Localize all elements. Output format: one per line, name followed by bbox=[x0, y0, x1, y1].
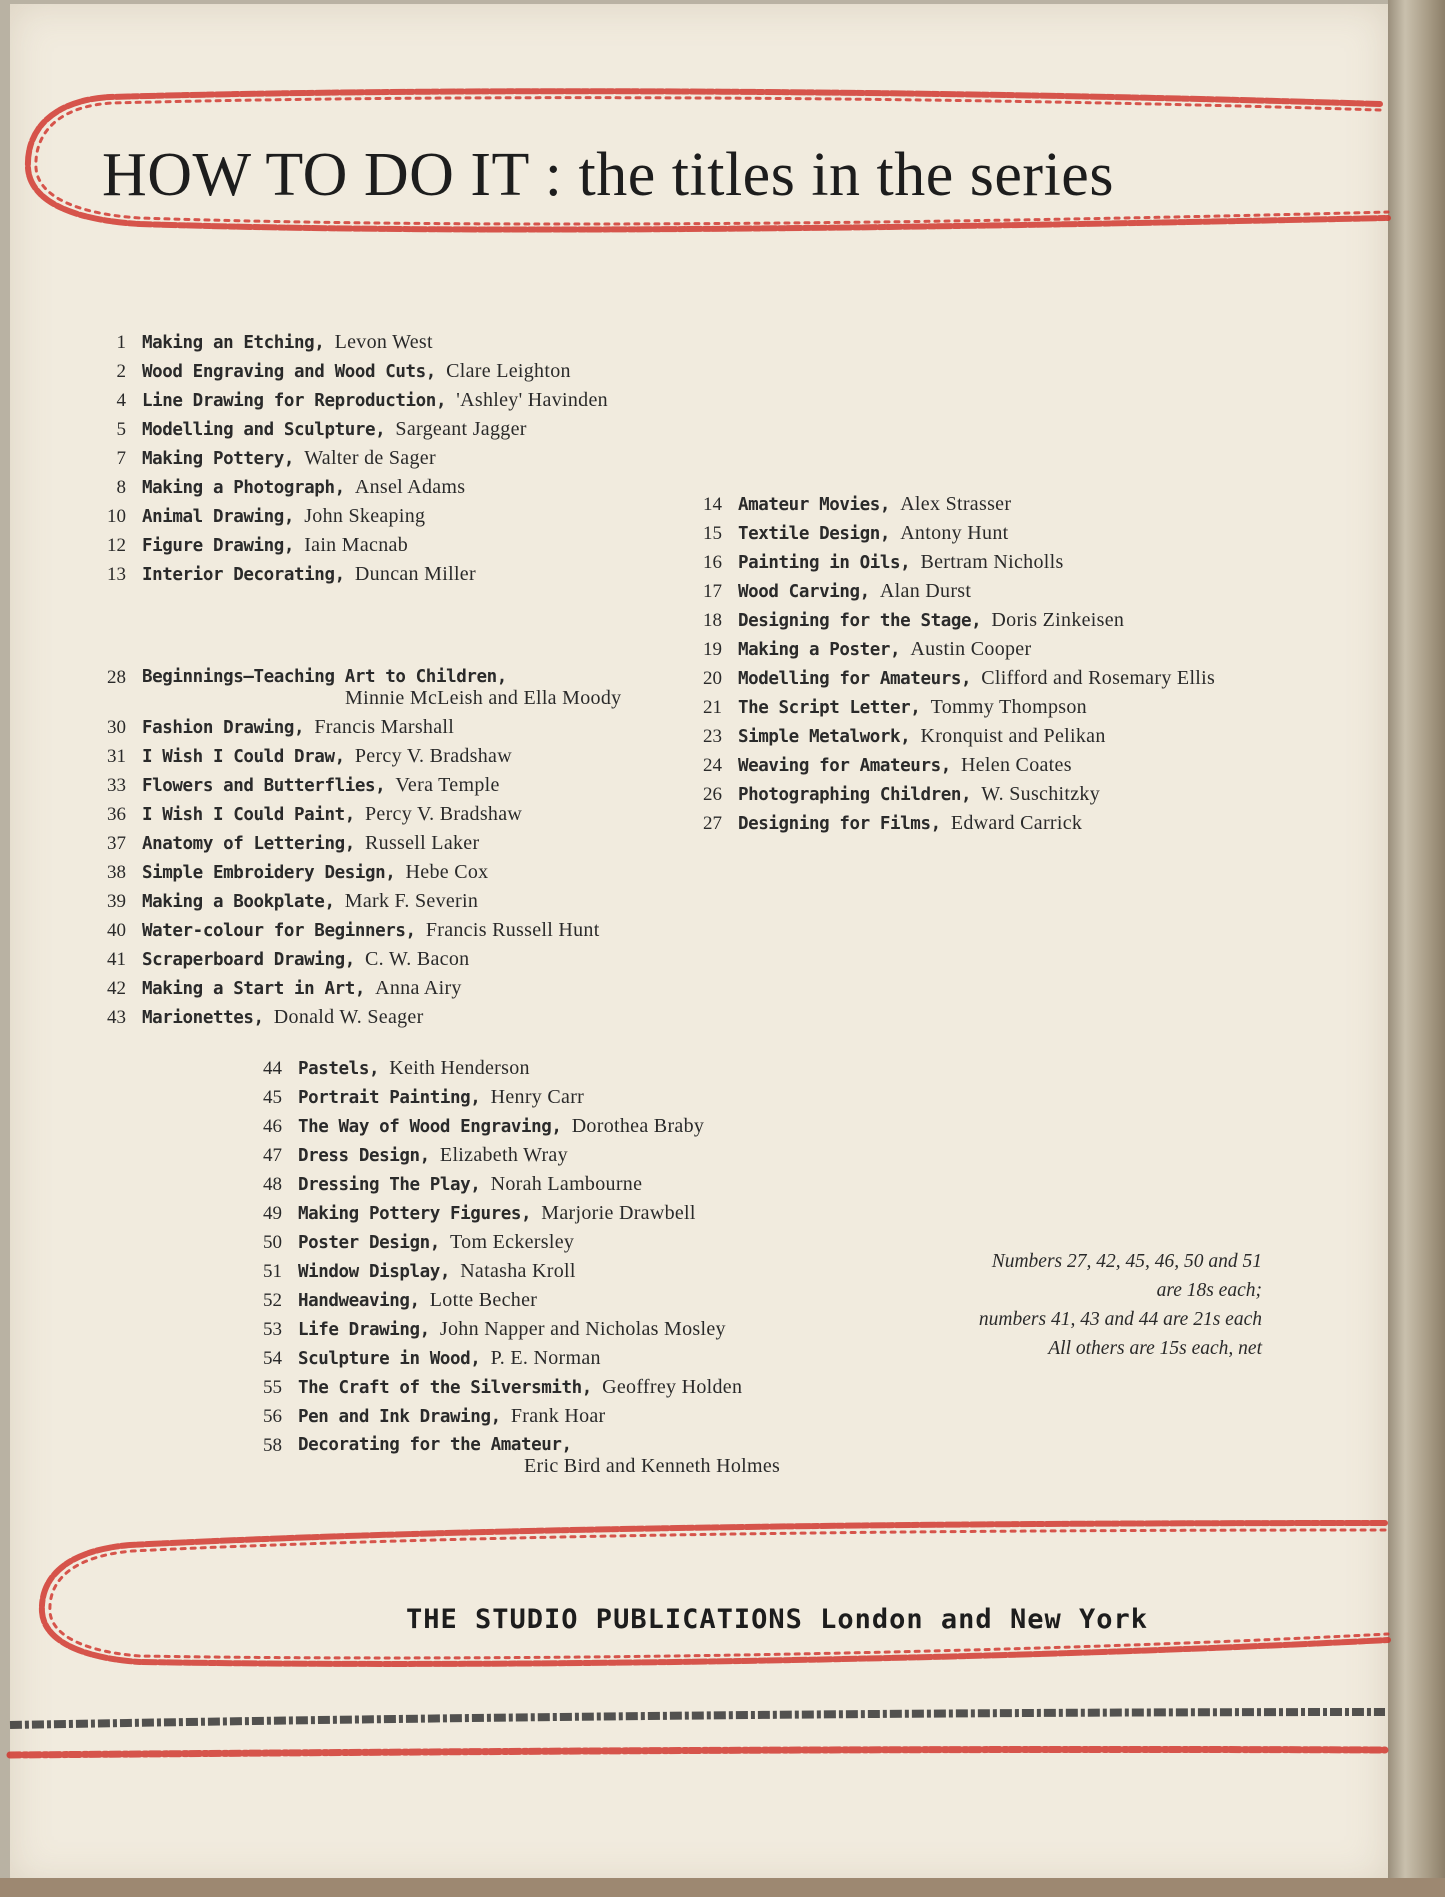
book-title bbox=[298, 1315, 726, 1345]
book-author: Frank Hoar bbox=[510, 1405, 606, 1427]
book-title bbox=[298, 1257, 576, 1287]
price-note-line: are 18s each; bbox=[1156, 1280, 1262, 1301]
book-title bbox=[142, 713, 454, 743]
book-title-text: Making a Photograph, bbox=[142, 478, 345, 498]
title-number: 12 bbox=[107, 535, 126, 556]
title-number: 13 bbox=[107, 564, 126, 585]
title-number: 14 bbox=[703, 494, 722, 515]
title-number: 24 bbox=[703, 755, 722, 776]
book-title-text: Making a Poster, bbox=[738, 640, 901, 660]
book-author: Anna Airy bbox=[375, 977, 462, 999]
book-title bbox=[298, 1228, 574, 1258]
book-title-text: Life Drawing, bbox=[298, 1320, 430, 1340]
title-number: 28 bbox=[107, 667, 126, 688]
book-author: Doris Zinkeisen bbox=[991, 609, 1125, 631]
book-author: Sargeant Jagger bbox=[395, 418, 527, 440]
book-title bbox=[298, 1141, 568, 1171]
book-author: Clifford and Rosemary Ellis bbox=[981, 667, 1216, 689]
book-title bbox=[738, 809, 1082, 839]
book-title-text: Painting in Oils, bbox=[738, 553, 911, 573]
title-number: 46 bbox=[263, 1116, 282, 1137]
title-number: 23 bbox=[703, 726, 722, 747]
book-title-text: Weaving for Amateurs, bbox=[738, 756, 951, 776]
book-title bbox=[738, 519, 1009, 549]
book-author: C. W. Bacon bbox=[365, 948, 470, 970]
book-title-text: Handweaving, bbox=[298, 1291, 420, 1311]
book-author: Keith Henderson bbox=[389, 1057, 530, 1079]
book-author: Hebe Cox bbox=[405, 861, 489, 883]
book-author: Minnie McLeish and Ella Moody bbox=[345, 687, 622, 709]
book-author: Iain Macnab bbox=[304, 534, 408, 556]
title-number: 52 bbox=[263, 1290, 282, 1311]
book-title-text: Interior Decorating, bbox=[142, 565, 345, 585]
book-title-text: Sculpture in Wood, bbox=[298, 1349, 481, 1369]
book-title bbox=[738, 780, 1100, 810]
book-author: Percy V. Bradshaw bbox=[354, 745, 512, 767]
book-title-text: Making a Start in Art, bbox=[142, 979, 365, 999]
book-author: Tom Eckersley bbox=[450, 1231, 575, 1253]
title-number: 48 bbox=[263, 1174, 282, 1195]
title-number: 50 bbox=[263, 1232, 282, 1253]
book-title bbox=[298, 1112, 704, 1142]
book-author: Kronquist and Pelikan bbox=[920, 725, 1106, 747]
book-title-text: Pen and Ink Drawing, bbox=[298, 1407, 501, 1427]
price-note-line: All others are 15s each, net bbox=[1048, 1338, 1262, 1359]
title-number: 31 bbox=[107, 746, 126, 767]
book-title-text: Scraperboard Drawing, bbox=[142, 950, 355, 970]
page-heading: HOW TO DO IT : the titles in the series bbox=[102, 141, 1114, 209]
book-author: Bertram Nicholls bbox=[920, 551, 1064, 573]
title-number: 54 bbox=[263, 1348, 282, 1369]
title-number: 49 bbox=[263, 1203, 282, 1224]
book-title bbox=[738, 635, 1031, 665]
price-note bbox=[860, 1247, 1262, 1363]
book-title bbox=[738, 577, 971, 607]
book-title-text: Dressing The Play, bbox=[298, 1175, 481, 1195]
book-author: Marjorie Drawbell bbox=[541, 1202, 696, 1224]
book-title bbox=[142, 531, 408, 561]
book-title-text: Simple Embroidery Design, bbox=[142, 863, 396, 883]
publisher-imprint: THE STUDIO PUBLICATIONS London and New York bbox=[406, 1604, 1148, 1635]
title-number: 45 bbox=[263, 1087, 282, 1108]
book-author: Alan Durst bbox=[879, 580, 972, 602]
title-number: 19 bbox=[703, 639, 722, 660]
book-title bbox=[738, 490, 1011, 520]
book-author: Vera Temple bbox=[395, 774, 500, 796]
book-title-text: Designing for Films, bbox=[738, 814, 941, 834]
title-number: 17 bbox=[703, 581, 722, 602]
book-title bbox=[298, 1199, 696, 1229]
title-number: 8 bbox=[116, 477, 126, 498]
book-title bbox=[298, 1170, 642, 1200]
book-author: John Skeaping bbox=[304, 505, 426, 527]
title-number: 15 bbox=[703, 523, 722, 544]
book-title bbox=[142, 473, 465, 503]
title-number: 38 bbox=[107, 862, 126, 883]
book-title-text: Decorating for the Amateur, bbox=[298, 1435, 572, 1455]
price-note-line: Numbers 27, 42, 45, 46, 50 and 51 bbox=[991, 1251, 1262, 1272]
book-title-text: Wood Carving, bbox=[738, 582, 870, 602]
book-title bbox=[738, 751, 1072, 781]
book-author: W. Suschitzky bbox=[981, 783, 1100, 805]
book-title bbox=[738, 548, 1064, 578]
book-author: Edward Carrick bbox=[950, 812, 1083, 834]
book-title bbox=[142, 945, 469, 975]
book-author: 'Ashley' Havinden bbox=[456, 389, 608, 411]
book-author: Donald W. Seager bbox=[273, 1006, 424, 1028]
title-number: 33 bbox=[107, 775, 126, 796]
title-number: 4 bbox=[116, 390, 126, 411]
book-title-text: Line Drawing for Reproduction, bbox=[142, 391, 447, 411]
book-title bbox=[738, 722, 1106, 752]
book-author: Tommy Thompson bbox=[930, 696, 1087, 718]
book-title bbox=[142, 858, 488, 888]
title-number: 56 bbox=[263, 1406, 282, 1427]
title-number: 2 bbox=[116, 361, 126, 382]
book-author: Ansel Adams bbox=[354, 476, 466, 498]
title-number: 39 bbox=[107, 891, 126, 912]
book-author: Natasha Kroll bbox=[460, 1260, 576, 1282]
title-number: 40 bbox=[107, 920, 126, 941]
title-number: 16 bbox=[703, 552, 722, 573]
book-title-text: Water-colour for Beginners, bbox=[142, 921, 416, 941]
book-title bbox=[298, 1373, 742, 1403]
book-title-text: Photographing Children, bbox=[738, 785, 972, 805]
title-number: 18 bbox=[703, 610, 722, 631]
book-author: Clare Leighton bbox=[446, 360, 571, 382]
book-author: Eric Bird and Kenneth Holmes bbox=[524, 1455, 781, 1477]
book-author: Walter de Sager bbox=[304, 447, 436, 469]
title-number: 55 bbox=[263, 1377, 282, 1398]
book-author: Antony Hunt bbox=[900, 522, 1009, 544]
price-note-line: numbers 41, 43 and 44 are 21s each bbox=[978, 1309, 1262, 1330]
book-title bbox=[142, 502, 425, 532]
title-number: 58 bbox=[263, 1435, 282, 1456]
book-title-text: Flowers and Butterflies, bbox=[142, 776, 386, 796]
book-title-text: Poster Design, bbox=[298, 1233, 440, 1253]
title-number: 27 bbox=[703, 813, 722, 834]
book-title-text: Pastels, bbox=[298, 1059, 380, 1079]
book-title-text: Amateur Movies, bbox=[738, 495, 891, 515]
book-title bbox=[142, 560, 476, 590]
book-title-text: Modelling and Sculpture, bbox=[142, 420, 386, 440]
book-title bbox=[142, 771, 500, 801]
book-title bbox=[298, 1054, 530, 1084]
book-title bbox=[298, 1083, 584, 1113]
book-title-text: Dress Design, bbox=[298, 1146, 430, 1166]
book-title-text: Marionettes, bbox=[142, 1008, 264, 1028]
book-author: Elizabeth Wray bbox=[439, 1144, 568, 1166]
title-number: 5 bbox=[116, 419, 126, 440]
title-number: 44 bbox=[263, 1058, 282, 1079]
book-title-text: The Script Letter, bbox=[738, 698, 921, 718]
book-author: Francis Russell Hunt bbox=[425, 919, 600, 941]
book-title bbox=[738, 693, 1087, 723]
book-title bbox=[738, 664, 1215, 694]
book-title-text: Designing for the Stage, bbox=[738, 611, 982, 631]
title-number: 10 bbox=[107, 506, 126, 527]
title-number: 20 bbox=[703, 668, 722, 689]
book-author: Duncan Miller bbox=[354, 563, 476, 585]
book-title-text: Simple Metalwork, bbox=[738, 727, 911, 747]
book-author: Percy V. Bradshaw bbox=[365, 803, 523, 825]
book-title bbox=[142, 386, 608, 416]
book-author: Russell Laker bbox=[365, 832, 480, 854]
book-title bbox=[142, 742, 512, 772]
book-title-text: The Way of Wood Engraving, bbox=[298, 1117, 562, 1137]
title-number: 41 bbox=[107, 949, 126, 970]
title-number: 37 bbox=[107, 833, 126, 854]
book-title bbox=[298, 1344, 601, 1374]
book-author: Levon West bbox=[334, 331, 433, 353]
book-title bbox=[142, 444, 436, 474]
book-title-text: Textile Design, bbox=[738, 524, 891, 544]
book-title-text: Making an Etching, bbox=[142, 333, 325, 353]
book-title bbox=[142, 800, 522, 830]
book-title-text: Making Pottery Figures, bbox=[298, 1204, 532, 1224]
title-number: 1 bbox=[116, 332, 126, 353]
book-author: Lotte Becher bbox=[429, 1289, 538, 1311]
book-title bbox=[298, 1286, 537, 1316]
title-number: 26 bbox=[703, 784, 722, 805]
book-title-text: I Wish I Could Paint, bbox=[142, 805, 355, 825]
title-number: 43 bbox=[107, 1007, 126, 1028]
book-title bbox=[142, 829, 479, 859]
book-author: Henry Carr bbox=[490, 1086, 585, 1108]
title-number: 51 bbox=[263, 1261, 282, 1282]
book-title bbox=[142, 974, 462, 1004]
book-title-text: Portrait Painting, bbox=[298, 1088, 481, 1108]
title-number: 7 bbox=[116, 448, 126, 469]
book-author: P. E. Norman bbox=[490, 1347, 601, 1369]
book-author: Francis Marshall bbox=[314, 716, 455, 738]
book-title-text: Window Display, bbox=[298, 1262, 451, 1282]
book-title bbox=[142, 1003, 424, 1033]
book-author: Mark F. Severin bbox=[344, 890, 479, 912]
book-title-text: Modelling for Amateurs, bbox=[738, 669, 972, 689]
title-number: 42 bbox=[107, 978, 126, 999]
book-title bbox=[142, 887, 478, 917]
title-number: 21 bbox=[703, 697, 722, 718]
title-number: 30 bbox=[107, 717, 126, 738]
book-author: Dorothea Braby bbox=[571, 1115, 705, 1137]
book-title-text: Animal Drawing, bbox=[142, 507, 295, 527]
title-number: 53 bbox=[263, 1319, 282, 1340]
book-author: Helen Coates bbox=[961, 754, 1072, 776]
book-title bbox=[142, 415, 527, 445]
bottom-red-stripe bbox=[10, 1749, 1385, 1755]
book-title-text: Figure Drawing, bbox=[142, 536, 295, 556]
book-author: Geoffrey Holden bbox=[602, 1376, 743, 1398]
book-author: Austin Cooper bbox=[910, 638, 1032, 660]
book-author: Alex Strasser bbox=[900, 493, 1012, 515]
title-number: 47 bbox=[263, 1145, 282, 1166]
book-title-text: Making Pottery, bbox=[142, 449, 295, 469]
book-title bbox=[142, 328, 433, 358]
book-title-text: Fashion Drawing, bbox=[142, 718, 305, 738]
title-number: 36 bbox=[107, 804, 126, 825]
book-title-text: Beginnings—Teaching Art to Children, bbox=[142, 667, 507, 687]
book-title-text: I Wish I Could Draw, bbox=[142, 747, 345, 767]
book-title bbox=[298, 1402, 606, 1432]
book-title-text: Making a Bookplate, bbox=[142, 892, 335, 912]
book-title-text: Wood Engraving and Wood Cuts, bbox=[142, 362, 436, 382]
bottom-black-stripe bbox=[10, 1712, 1385, 1725]
book-title-text: The Craft of the Silversmith, bbox=[298, 1378, 592, 1398]
book-title bbox=[142, 357, 571, 387]
book-title bbox=[738, 606, 1124, 636]
book-author: John Napper and Nicholas Mosley bbox=[439, 1318, 726, 1340]
book-author: Norah Lambourne bbox=[490, 1173, 643, 1195]
book-title-text: Anatomy of Lettering, bbox=[142, 834, 355, 854]
book-title bbox=[142, 916, 600, 946]
